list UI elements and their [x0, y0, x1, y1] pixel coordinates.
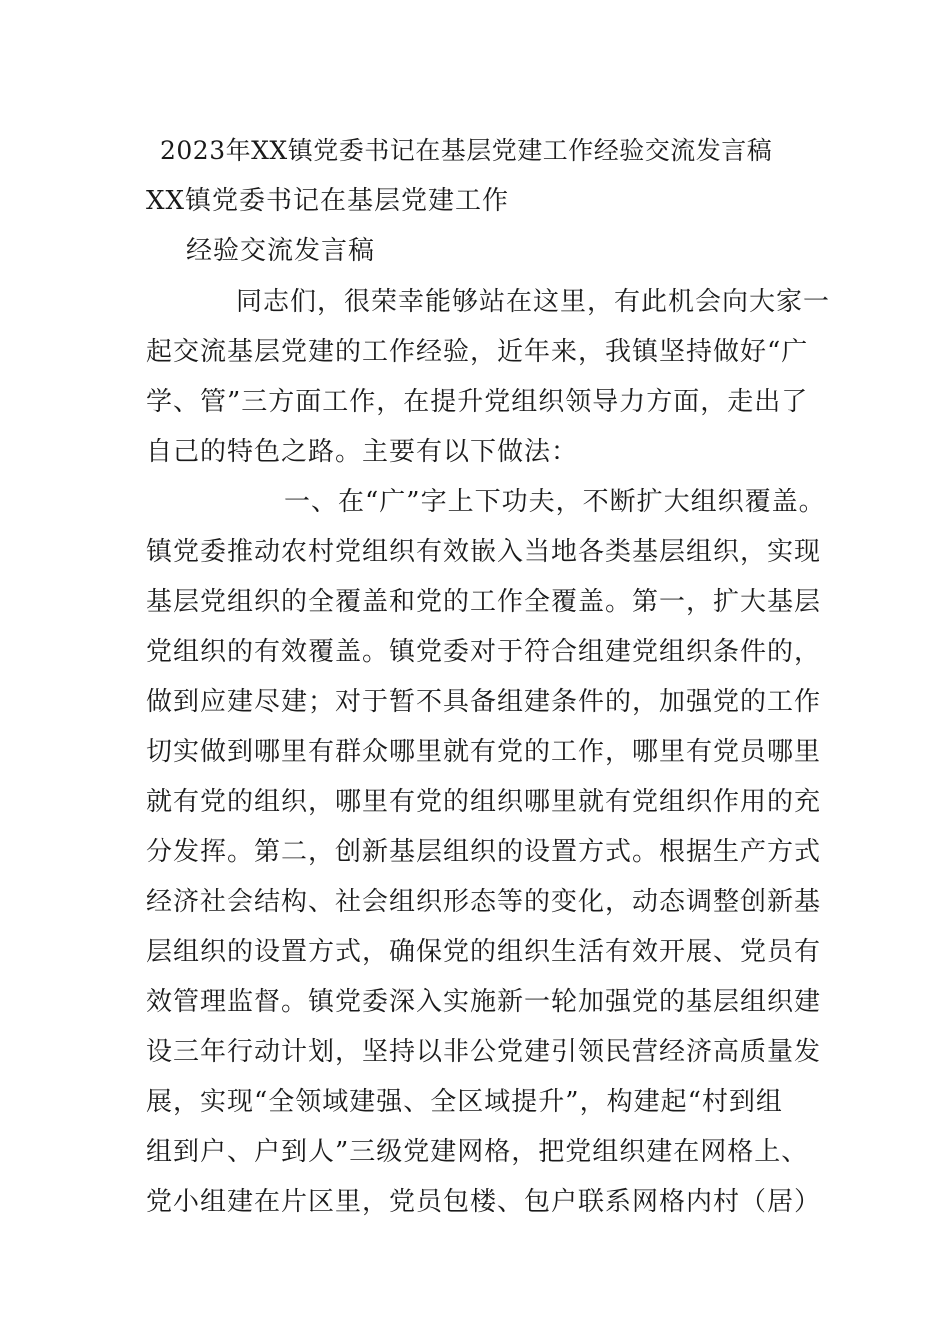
body-line: 起交流基层党建的工作经验，近年来，我镇坚持做好“广 — [146, 337, 809, 367]
subtitle-line-2: 经验交流发言稿 — [186, 236, 376, 266]
body-line: 党组织的有效覆盖。镇党委对于符合组建党组织条件的， — [146, 637, 822, 667]
body-line: 党小组建在片区里，党员包楼、包户联系网格内村（居） — [146, 1187, 822, 1217]
section-heading: 一、在“广”字上下功夫，不断扩大组织覆盖。 — [284, 487, 826, 517]
body-line: 自己的特色之路。主要有以下做法： — [146, 437, 579, 467]
body-line: 做到应建尽建；对于暂不具备组建条件的，加强党的工作 — [146, 687, 822, 717]
body-line: 基层党组织的全覆盖和党的工作全覆盖。第一，扩大基层 — [146, 587, 822, 617]
subtitle-line-1: XX镇党委书记在基层党建工作 — [146, 186, 510, 216]
body-line: 同志们，很荣幸能够站在这里，有此机会向大家一 — [236, 287, 831, 317]
body-line: 经济社会结构、社会组织形态等的变化，动态调整创新基 — [146, 887, 822, 917]
body-line: 展，实现“全领域建强、全区域提升”，构建起“村到组 — [146, 1087, 783, 1117]
body-line: 分发挥。第二，创新基层组织的设置方式。根据生产方式 — [146, 837, 822, 867]
body-line: 层组织的设置方式，确保党的组织生活有效开展、党员有 — [146, 937, 822, 967]
body-line: 就有党的组织，哪里有党的组织哪里就有党组织作用的充 — [146, 787, 822, 817]
body-line: 效管理监督。镇党委深入实施新一轮加强党的基层组织建 — [146, 987, 822, 1017]
body-line: 组到户、户到人”三级党建网格，把党组织建在网格上、 — [146, 1137, 809, 1167]
document-title: 2023年XX镇党委书记在基层党建工作经验交流发言稿 — [160, 136, 773, 165]
body-line: 学、管”三方面工作，在提升党组织领导力方面，走出了 — [146, 387, 809, 417]
body-line: 切实做到哪里有群众哪里就有党的工作，哪里有党员哪里 — [146, 737, 822, 767]
body-line: 镇党委推动农村党组织有效嵌入当地各类基层组织，实现 — [146, 537, 822, 567]
body-line: 设三年行动计划，坚持以非公党建引领民营经济高质量发 — [146, 1037, 822, 1067]
